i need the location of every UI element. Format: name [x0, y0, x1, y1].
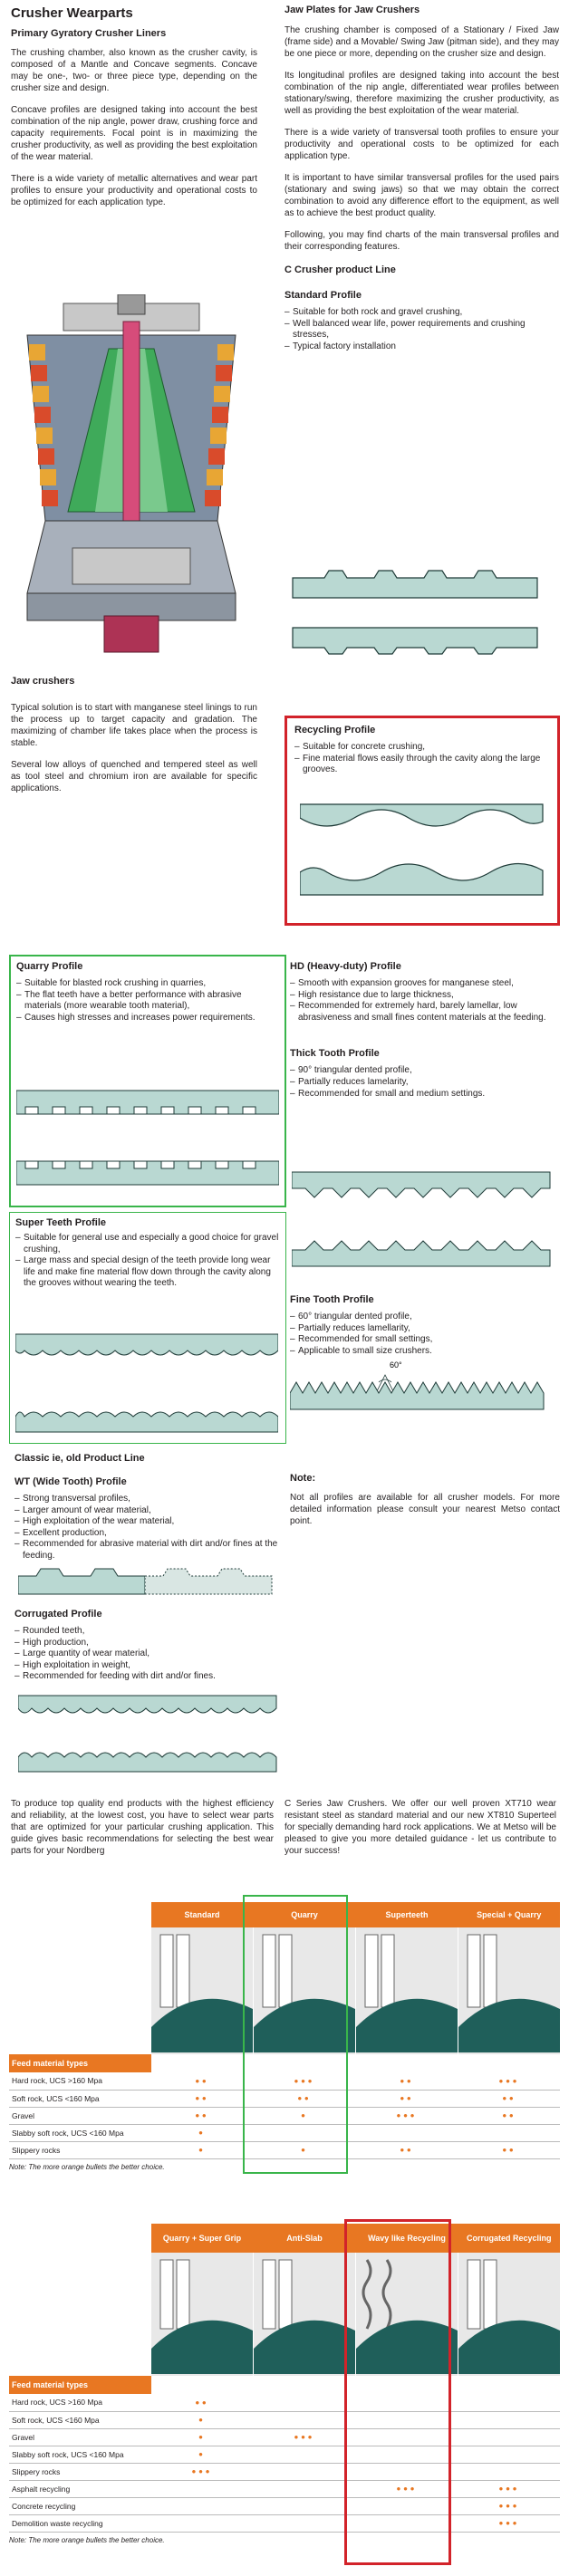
classic-line-heading: Classic ie, old Product Line: [14, 1453, 145, 1464]
list-item: – Fine material flows easily through the cavity along the large grooves.: [294, 754, 550, 776]
rating-dots: [254, 2463, 356, 2480]
list-item: – Strong transversal profiles,: [14, 1494, 283, 1505]
rating-dots: ••: [356, 2141, 458, 2158]
jaw-crushers-heading: Jaw crushers: [11, 676, 75, 687]
primary-paragraph-2: Concave profiles are designed taking into account the best combination of the nip angle, power draw, crushing force and capacity requirements. Focal point is in maximizing the crusher productivity, as well as providing the best exploitation of the wear material.: [11, 105, 257, 162]
rating-dots: •••: [151, 2463, 254, 2480]
table-row-label: Hard rock, UCS >160 Mpa: [9, 2394, 151, 2411]
jaw-plates-paragraph-3: There is a wide variety of transversal tooth profiles to ensure your productivity and operational costs to be optimized for each application type.: [284, 128, 559, 161]
rating-dots: •: [254, 2107, 356, 2124]
list-item: – Suitable for both rock and gravel crushing,: [284, 307, 559, 319]
rating-dots: •: [151, 2124, 254, 2141]
rating-dots: •••: [458, 2514, 561, 2532]
list-item: – High exploitation of the wear material,: [14, 1516, 283, 1528]
rating-dots: •: [151, 2446, 254, 2463]
table1-note: Note: The more orange bullets the better choice.: [9, 2162, 165, 2171]
table2-column-header: Wavy like Recycling: [356, 2224, 458, 2253]
fine-tooth-section: [290, 1293, 560, 1357]
list-item: – 60° triangular dented profile,: [290, 1312, 560, 1323]
standard-profile-drawing: [288, 560, 546, 664]
table1-column-header: Superteeth: [356, 1902, 458, 1927]
jaw-plates-paragraph-2: Its longitudinal profiles are designed taking into account the best combination of the nip angle, differentiated wear profiles between stationary/swing, therefore maximizing the crusher productivity, as well as providing the best exploitation of the wear material.: [284, 71, 559, 116]
jaw-plates-paragraph-1: The crushing chamber is composed of a Stationary / Fixed Jaw (frame side) and a Movable/ Swing Jaw (pitman side), and they may be one piece or more, depending on the crusher size and design.: [284, 25, 559, 59]
rating-dots: ••: [151, 2072, 254, 2090]
list-item: – High exploitation in weight,: [14, 1660, 283, 1672]
list-item: – Large mass and special design of the teeth provide long wear life and make fine material flow down through the cavity along the grooves without wearing the teeth.: [15, 1255, 280, 1290]
table-row-label: Slippery rocks: [9, 2141, 151, 2158]
table-row-label: Soft rock, UCS <160 Mpa: [9, 2411, 151, 2428]
rating-dots: [458, 2411, 561, 2428]
primary-gyratory-heading: Primary Gyratory Crusher Liners: [11, 28, 167, 39]
wt-profile-drawing: [18, 1567, 281, 1608]
list-item: – Recommended for small and medium settings.: [290, 1089, 560, 1101]
list-item: – Partially reduces lamelarity,: [290, 1077, 560, 1089]
note-heading: Note:: [290, 1473, 316, 1484]
primary-paragraph-3: There is a wide variety of metallic alternatives and wear part profiles to ensure your productivity and operational costs to be optimized for each application type.: [11, 174, 257, 207]
list-item: – High production,: [14, 1638, 283, 1649]
hd-profile-heading: HD (Heavy-duty) Profile: [290, 961, 401, 972]
list-item: – Excellent production,: [14, 1528, 283, 1540]
table-row-label: Slabby soft rock, UCS <160 Mpa: [9, 2446, 151, 2463]
quarry-profile-drawing: [16, 1083, 279, 1201]
list-item: – Suitable for blasted rock crushing in quarries,: [16, 978, 279, 990]
table-row-label: Gravel: [9, 2107, 151, 2124]
recycling-profile-list: [294, 742, 550, 776]
list-item: – Recommended for extremely hard, barely lamellar, low abrasiveness and small fines content materials at the feeding.: [290, 1001, 560, 1024]
thick-tooth-profile-heading: Thick Tooth Profile: [290, 1048, 380, 1060]
rating-dots: [458, 2446, 561, 2463]
table-row-label: Demolition waste recycling: [9, 2514, 151, 2532]
super-teeth-profile-list: [15, 1233, 280, 1290]
wavy-recycling-column-highlight: [344, 2219, 451, 2565]
list-item: – Recommended for small settings,: [290, 1334, 560, 1346]
recycling-profile-box: [284, 716, 560, 926]
rating-dots: [458, 2428, 561, 2446]
list-item: – Rounded teeth,: [14, 1626, 283, 1638]
hd-profile-list: [290, 978, 560, 1024]
super-teeth-profile-box: [9, 1212, 286, 1444]
rating-dots: •••: [254, 2428, 356, 2446]
anti-slab-jaw-image: [254, 2253, 356, 2376]
intro-left-text: To produce top quality end products with the highest efficiency and reliability, at the lowest cost, you have to select wear parts that are optimized for your particular crushing application. This guide gives basic recommendations for selecting the best wear parts for your Nordberg: [11, 1799, 274, 1856]
list-item: – 90° triangular dented profile,: [290, 1065, 560, 1077]
rating-dots: [458, 2394, 561, 2411]
primary-paragraph-1: The crushing chamber, also known as the crusher cavity, is composed of a Mantle and Concave segments. Concave may be one-, two- or three piece type, depending on the crusher size and design.: [11, 48, 257, 93]
rating-dots: •: [151, 2411, 254, 2428]
corrugated-recycling-jaw-image: [458, 2253, 561, 2376]
super-teeth-profile-heading: Super Teeth Profile: [15, 1217, 107, 1228]
rating-dots: [151, 2514, 254, 2532]
rating-dots: [254, 2514, 356, 2532]
list-item: – Recommended for feeding with dirt and/or fines.: [14, 1671, 283, 1683]
list-item: – Well balanced wear life, power requirements and crushing stresses,: [284, 319, 559, 341]
recycling-profile-drawing: [300, 800, 545, 908]
rating-dots: [356, 2124, 458, 2141]
table2-column-header: Corrugated Recycling: [458, 2224, 561, 2253]
thick-tooth-profile-drawing: [292, 1168, 555, 1277]
rating-dots: ••: [254, 2090, 356, 2107]
jaw-plates-paragraph-4: It is important to have similar transversal profiles for the used pairs (stationary and swing jaws) so that we may obtain the correct combination to avoid any difference effort to the equipment, as well as to achieve the best product quality.: [284, 173, 559, 218]
standard-profile-list: [284, 307, 559, 352]
rating-dots: ••: [458, 2107, 561, 2124]
list-item: – Suitable for concrete crushing,: [294, 742, 550, 754]
rating-dots: [254, 2411, 356, 2428]
page-title: Crusher Wearparts: [11, 5, 133, 21]
rating-dots: •••: [458, 2072, 561, 2090]
quarry-profile-list: [16, 978, 279, 1024]
fine-tooth-profile-list: [290, 1312, 560, 1357]
rating-dots: •: [254, 2141, 356, 2158]
fine-tooth-profile-drawing: [290, 1357, 553, 1425]
rating-dots: •••: [356, 2107, 458, 2124]
table2-column-header: Quarry + Super Grip: [151, 2224, 254, 2253]
rating-dots: •••: [254, 2072, 356, 2090]
rating-dots: •••: [458, 2480, 561, 2497]
rating-dots: [458, 2463, 561, 2480]
table1-column-header: Special + Quarry: [458, 1902, 561, 1927]
rating-dots: [254, 2394, 356, 2411]
list-item: – The flat teeth have a better performance with abrasive materials (more wearable tooth material),: [16, 990, 279, 1013]
list-item: – Large quantity of wear material,: [14, 1648, 283, 1660]
rating-dots: •: [151, 2428, 254, 2446]
list-item: – Recommended for abrasive material with dirt and/or fines at the feeding.: [14, 1539, 283, 1562]
standard-jaw-image: [151, 1927, 254, 2054]
rating-dots: [151, 2497, 254, 2514]
rating-dots: ••: [151, 2394, 254, 2411]
jaw-crushers-paragraph-1: Typical solution is to start with manganese steel linings to run the process up to target capacity and gradation. The maximizing of chamber life takes place when the process is stable.: [11, 703, 257, 748]
list-item: – Larger amount of wear material,: [14, 1505, 283, 1517]
super-teeth-profile-drawing: [15, 1331, 278, 1437]
table2-note: Note: The more orange bullets the better choice.: [9, 2535, 165, 2544]
table-row-label: Concrete recycling: [9, 2497, 151, 2514]
rating-dots: [254, 2446, 356, 2463]
rating-dots: ••: [356, 2090, 458, 2107]
quarry-column-highlight: [243, 1895, 348, 2174]
quarry-profile-box: [9, 955, 286, 1207]
table1-feed-header: Feed material types: [9, 2054, 151, 2072]
table1-column-header: Quarry: [254, 1902, 356, 1927]
list-item: – Suitable for general use and especially a good choice for gravel crushing,: [15, 1233, 280, 1255]
list-item: – High resistance due to large thickness,: [290, 990, 560, 1002]
jaw-crushers-paragraph-2: Several low alloys of quenched and tempered steel as well as tool steel and chromium iron are available for specific applications.: [11, 760, 257, 793]
table-row-label: Hard rock, UCS >160 Mpa: [9, 2072, 151, 2090]
intro-right: [284, 1798, 556, 1857]
table-row-label: Gravel: [9, 2428, 151, 2446]
jaw-plates-heading: Jaw Plates for Jaw Crushers: [284, 5, 420, 15]
list-item: – Smooth with expansion grooves for manganese steel,: [290, 978, 560, 990]
list-item: – Causes high stresses and increases power requirements.: [16, 1013, 279, 1024]
jaw-plates-section: [284, 4, 559, 352]
table-row-label: Soft rock, UCS <160 Mpa: [9, 2090, 151, 2107]
corrugated-profile-list: [14, 1626, 283, 1683]
rating-dots: ••: [151, 2090, 254, 2107]
special-quarry-jaw-image: [458, 1927, 561, 2054]
table-row-label: Asphalt recycling: [9, 2480, 151, 2497]
angle-label: 60°: [390, 1360, 402, 1370]
jaw-plates-paragraph-5: Following, you may find charts of the main transversal profiles and their corresponding features.: [284, 230, 559, 252]
table2-feed-header: Feed material types: [9, 2376, 151, 2394]
wt-profile-heading: WT (Wide Tooth) Profile: [14, 1476, 127, 1487]
c-line-heading: C Crusher product Line: [284, 264, 396, 275]
rating-dots: •: [151, 2141, 254, 2158]
intro-right-text: C Series Jaw Crushers. We offer our well proven XT710 wear resistant steel as standard material and our new XT810 Superteel for specially demanding hard rock applications. We at Metso will be pleased to give you more detailed guidance - let us contribute to your success!: [284, 1799, 556, 1856]
rating-dots: ••: [356, 2072, 458, 2090]
rating-dots: [254, 2480, 356, 2497]
list-item: – Typical factory installation: [284, 341, 559, 353]
gyratory-crusher-illustration: [9, 294, 254, 657]
classic-line-section: [14, 1452, 283, 1562]
note-text: Not all profiles are available for all crusher models. For more detailed information please consult your nearest Metso contact point.: [290, 1493, 560, 1526]
table1-column-header: Standard: [151, 1902, 254, 1927]
corrugated-profile-heading: Corrugated Profile: [14, 1609, 102, 1620]
quarry-profile-heading: Quarry Profile: [16, 961, 83, 972]
rating-dots: ••: [458, 2090, 561, 2107]
hd-profile-section: [290, 960, 560, 1100]
rating-dots: •••: [458, 2497, 561, 2514]
rating-dots: [254, 2497, 356, 2514]
primary-gyratory-section: [11, 27, 257, 208]
fine-tooth-profile-heading: Fine Tooth Profile: [290, 1294, 374, 1305]
recycling-profile-heading: Recycling Profile: [294, 725, 376, 735]
rating-dots: [151, 2480, 254, 2497]
rating-dots: ••: [151, 2107, 254, 2124]
rating-dots: [458, 2124, 561, 2141]
quarry-super-grip-jaw-image: [151, 2253, 254, 2376]
rating-dots: •••: [356, 2480, 458, 2497]
rating-dots: ••: [458, 2141, 561, 2158]
standard-profile-heading: Standard Profile: [284, 290, 362, 301]
note-section: [290, 1472, 560, 1527]
table-row-label: Slabby soft rock, UCS <160 Mpa: [9, 2124, 151, 2141]
corrugated-profile-drawing: [18, 1692, 281, 1783]
wt-profile-list: [14, 1494, 283, 1562]
table2-column-header: Anti-Slab: [254, 2224, 356, 2253]
selection-table-2: [9, 2224, 560, 2544]
thick-tooth-profile-list: [290, 1065, 560, 1100]
list-item: – Partially reduces lamellarity,: [290, 1323, 560, 1335]
jaw-crushers-section: [11, 675, 257, 794]
corrugated-section: [14, 1608, 283, 1683]
intro-left: [11, 1798, 274, 1857]
table-row-label: Slippery rocks: [9, 2463, 151, 2480]
list-item: – Applicable to small size crushers.: [290, 1346, 560, 1358]
superteeth-jaw-image: [356, 1927, 458, 2054]
